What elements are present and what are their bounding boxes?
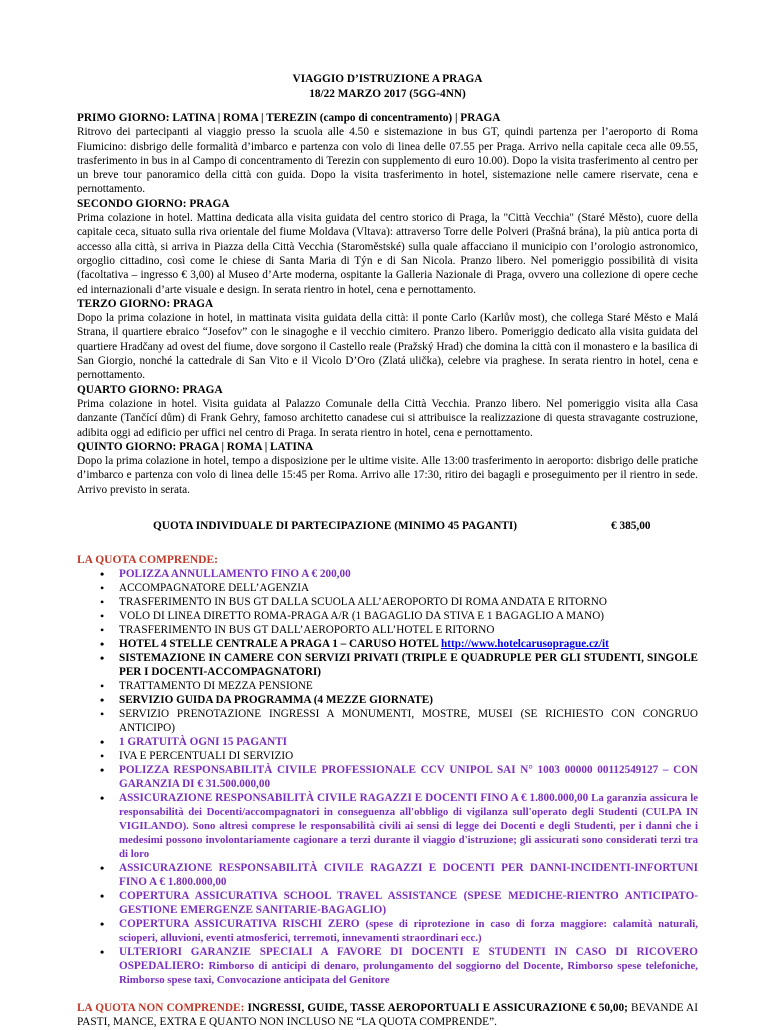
day-4-title: QUARTO GIORNO: PRAGA (77, 383, 223, 396)
not-included-tail: BEVANDE AI PASTI, MANCE, EXTRA E QUANTO NON INCLUSO NE “LA QUOTA COMPRENDE”. (77, 1002, 698, 1029)
list-item: • COPERTURA ASSICURATIVA SCHOOL TRAVEL ASSISTANCE (SPESE MEDICHE-RIENTRO ANTICIPATO-GESTIONE EMERGENZE SANITARIE-BAGAGLIO) (77, 889, 698, 917)
list-item: • ACCOMPAGNATORE DELL’AGENZIA (77, 581, 698, 595)
list-item: • SERVIZIO GUIDA DA PROGRAMMA (4 MEZZE GIORNATE) (77, 693, 698, 707)
list-item: • IVA E PERCENTUALI DI SERVIZIO (77, 749, 698, 763)
day-3-text: Dopo la prima colazione in hotel, in mattinata visita guidata della città: il ponte Carlo (Karlův most), che collega Staré Město e Malá Strana, il quartiere ebraico “Josefov” con le sinagoghe e il vecchio cimitero. Pranzo libero. Pomeriggio dedicato alla visita guidata del quartiere Hradčany ad ovest del fiume, dove sorgono il Castello reale (Pražský Hrad) che domina la città con il monastero e la basilica di San Giorgio, nonché la cattedrale di San Vito e il Vicolo D’Oro (Zlatá ulička), celebre via praghese. In serata rientro in hotel, cena e pernottamento. (77, 312, 698, 382)
day-4-text: Prima colazione in hotel. Visita guidata al Palazzo Comunale della Città Vecchia. Pranzo libero. Nel pomeriggio visita alla Casa danzante (Tančící dům) di Frank Gehry, famoso architetto canadese cui si attribuisce la realizzazione di questa stravagante costruzione, adibita oggi ad edificio per uffici nel centro di Praga. In serata rientro in hotel, cena e pernottamento. (77, 397, 698, 439)
list-item: • POLIZZA RESPONSABILITÀ CIVILE PROFESSIONALE CCV UNIPOL SAI N° 1003 00000 00112549127 – CON GARANZIA DI € 31.500.000,00 (77, 763, 698, 791)
day-1-text: Ritrovo dei partecipanti al viaggio presso la scuola alle 4.50 e sistemazione in bus GT, quindi partenza per l’aeroporto di Roma Fiumicino: disbrigo delle formalità d’imbarco e partenza con volo di linea delle 07.55 per Praga. Arrivo nella capitale ceca alle 09.55, trasferimento in bus in al Campo di concentramento di Terezin con supplemento di euro 10.00). Dopo la visita trasferimento al centro per un breve tour panoramico della città con guida. Dopo la visita trasferimento in hotel, sistemazione nelle camere riservate, cena e pernottamento. (77, 126, 698, 196)
list-item: • ULTERIORI GARANZIE SPECIALI A FAVORE DI DOCENTI E STUDENTI IN CASO DI RICOVERO OSPEDALIERO: Rimborso di anticipi di denaro, prolungamento del soggiorno del Docente, Rimborso spese telefoniche, Rimborso spese taxi, Convocazione anticipata del Genitore (77, 945, 698, 987)
day-2-title: SECONDO GIORNO: PRAGA (77, 197, 230, 210)
list-item: • SERVIZIO PRENOTAZIONE INGRESSI A MONUMENTI, MOSTRE, MUSEI (SE RICHIESTO CON CONGRUO ANTICIPO) (77, 707, 698, 735)
list-item: • 1 GRATUITÀ OGNI 15 PAGANTI (77, 735, 698, 749)
not-included-body: INGRESSI, GUIDE, TASSE AEROPORTUALI E ASSICURAZIONE € 50,00; (247, 1002, 628, 1015)
document-title: VIAGGIO D’ISTRUZIONE A PRAGA (292, 73, 483, 85)
day-5-title: QUINTO GIORNO: PRAGA | ROMA | LATINA (77, 440, 314, 453)
list-item: • TRASFERIMENTO IN BUS GT DALLA SCUOLA ALL’AEROPORTO DI ROMA ANDATA E RITORNO (77, 595, 698, 609)
day-1-title: PRIMO GIORNO: LATINA | ROMA | TEREZIN (campo di concentramento) | PRAGA (77, 112, 501, 124)
list-item: • ASSICURAZIONE RESPONSABILITÀ CIVILE RAGAZZI E DOCENTI FINO A € 1.800.000,00 La garanzia assicura le responsabilità dei Docenti/accompagnatori in conseguenza all'obbligo di vigilanza sull'operato degli Studenti (CULPA IN VIGILANDO). Sono altresì comprese le responsabilità civili ai sensi di legge dei Docenti e degli Studenti, per i danni che i medesimi possono involontariamente cagionare a terzi durante il viaggio d'istruzione; gli assicurati sono considerati terzi tra di loro (77, 791, 698, 861)
itinerary (77, 111, 698, 497)
not-included-heading: LA QUOTA NON COMPRENDE: (77, 1002, 245, 1015)
list-item: • SISTEMAZIONE IN CAMERE CON SERVIZI PRIVATI (TRIPLE E QUADRUPLE PER GLI STUDENTI, SINGOLE PER I DOCENTI-ACCOMPAGNATORI) (77, 651, 698, 679)
list-item: • POLIZZA ANNULLAMENTO FINO A € 200,00 (77, 567, 698, 581)
day-5-text: Dopo la prima colazione in hotel, tempo a disposizione per le ultime visite. Alle 13:00 trasferimento in aeroporto: disbrigo delle pratiche d’imbarco e partenza con volo di linea delle 15:45 per Roma. Arrivo alle 17:30, ritiro dei bagagli e proseguimento per il rientro in sede. Arrivo previsto in serata. (77, 455, 698, 496)
list-item: • TRASFERIMENTO IN BUS GT DALL’AEROPORTO ALL’HOTEL E RITORNO (77, 623, 698, 637)
list-item: • COPERTURA ASSICURATIVA RISCHI ZERO (spese di riprotezione in caso di forza maggiore: calamità naturali, scioperi, alluvioni, eventi atmosferici, terremoti, innevamenti straordinari ecc.) (77, 917, 698, 945)
quota-label: QUOTA INDIVIDUALE DI PARTECIPAZIONE (MINIMO 45 PAGANTI) (153, 520, 518, 533)
not-included (77, 1001, 698, 1030)
list-item: • ASSICURAZIONE RESPONSABILITÀ CIVILE RAGAZZI E DOCENTI PER DANNI-INCIDENTI-INFORTUNI FINO A € 1.800.000,00 (77, 861, 698, 889)
quota-price: € 385,00 (611, 520, 651, 533)
includes-list (77, 567, 698, 987)
document-dates: 18/22 MARZO 2017 (5GG-4NN) (309, 88, 466, 100)
hotel-link[interactable]: http://www.hotelcarusoprague.cz/it (441, 638, 609, 651)
includes-heading: LA QUOTA COMPRENDE: (77, 554, 218, 567)
list-item: • TRATTAMENTO DI MEZZA PENSIONE (77, 679, 698, 693)
list-item: • HOTEL 4 STELLE CENTRALE A PRAGA 1 – CARUSO HOTEL http://www.hotelcarusoprague.cz/it (77, 637, 698, 651)
quota-row (77, 519, 698, 534)
day-2-text: Prima colazione in hotel. Mattina dedicata alla visita guidata del centro storico di Praga, la "Città Vecchia" (Staré Město), cuore della capitale ceca, situato sulla riva orientale del fiume Moldava (Vltava): attraverso Torre delle Polveri (Prašná brána), la più antica porta di accesso alla città, si arriva in Piazza della Città Vecchia (Staroměstské) sulla quale affacciano il municipio con l’orologio astronomico, orgoglio cittadino, così come le chiese di Santa Maria di Týn e di San Nicola. Pranzo libero. Nel pomeriggio possibilità di visita (facoltativa – ingresso € 3,00) al Museo d’Arte moderna, ospitante la Galleria Nazionale di Praga, ovvero una collezione di opere ceche ed internazionali d’arte visuale e design. In serata rientro in hotel, cena e pernottamento. (77, 212, 698, 296)
day-3-title: TERZO GIORNO: PRAGA (77, 297, 214, 310)
list-item: • VOLO DI LINEA DIRETTO ROMA-PRAGA A/R (1 BAGAGLIO DA STIVA E 1 BAGAGLIO A MANO) (77, 609, 698, 623)
